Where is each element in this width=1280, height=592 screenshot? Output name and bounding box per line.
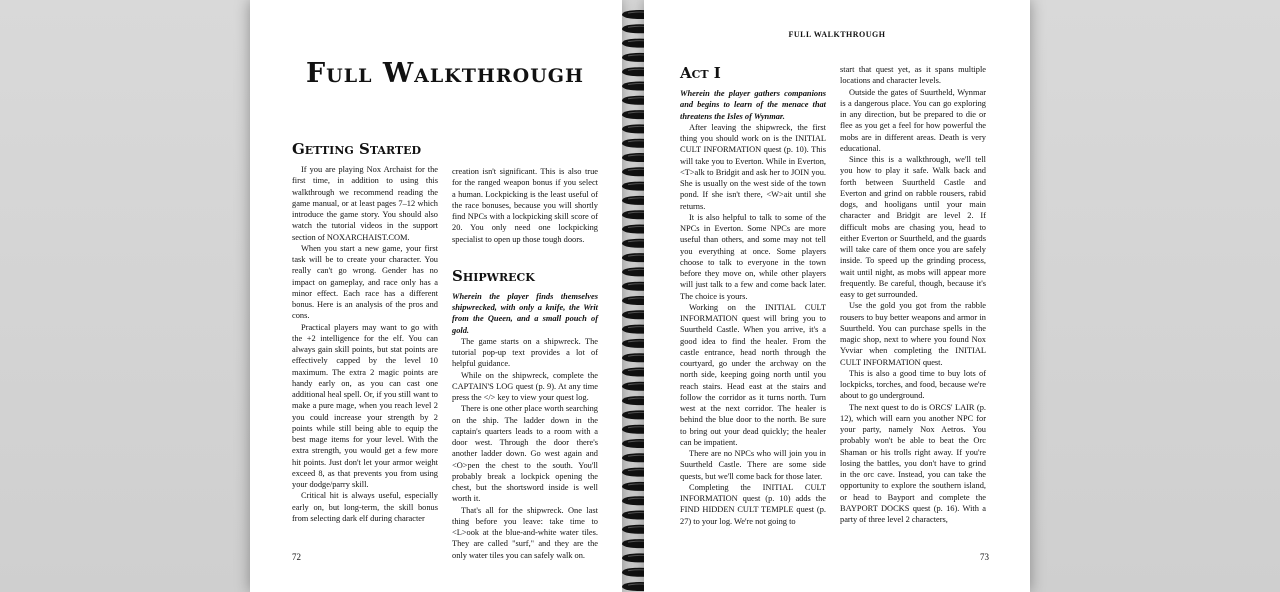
section-intro: Wherein the player gathers companions and begins to learn of the menace that threatens the Isles of Wynmar. (680, 89, 826, 121)
paragraph: Practical players may want to go with the +2 intelligence for the elf. You can always gain skill points, but stat points are effectively capped by the level 10 maximum. The extra 2 magic points are handy early on, as you can cast one additional heal spell. Or, if you still want to make a pure mage, when you reach level 2 you could increase your strength by 2 points while still being able to equip the best mage items for your level. With the extra strength, you would get a few more hit points. Just don't let your armor weight exceed 8, as that prevents you from using your dodge/parry skill. (292, 322, 438, 489)
paragraph: The next quest to do is ORCS' LAIR (p. 12), which will earn you another NPC for your party, namely Nox Aetros. You probably won't be able to beat the Orc Shaman or his trolls right away. If you're losing the battles, you don't have to grind in the orc cave. Instead, you can take the opportunity to explore the southern island, or head to Bayport and complete the BAYPORT DOCKS quest (p. 16). With a party of three level 2 characters, (840, 402, 986, 524)
paragraph: If you are playing Nox Archaist for the first time, in addition to using this walkthrough we recommend reading the game manual, or at least pages 7–12 which introduce the game story. You should also watch the tutorial videos in the support section of NOXARCHAIST.COM. (292, 165, 438, 242)
paragraph: That's all for the shipwreck. One last thing before you leave: take time to <L>ook at the blue-and-white water tiles. They are called "surf," and they are the only water tiles you can safely walk on. (452, 505, 598, 560)
running-header: FULL WALKTHROUGH (788, 30, 886, 39)
right-column-1 (680, 64, 826, 527)
paragraph: creation isn't significant. This is also true for the ranged weapon bonus if you select a human. Lockpicking is the least useful of the race bonuses, because you will shortly find NPCs with a lockpicking skill score of 20. You only need one lockpicking specialist to open up those tough doors. (452, 167, 598, 244)
page-number-left: 72 (292, 552, 301, 562)
paragraph: Use the gold you got from the rabble rousers to buy better weapons and armor in Suurtheld. You can purchase spells in the magic shop, next to where you found Nox Yvviar when completing the INITIAL CULT INFORMATION quest. (840, 301, 986, 367)
paragraph: While on the shipwreck, complete the CAPTAIN'S LOG quest (p. 9). At any time press the </> key to view your quest log. (452, 370, 598, 402)
right-column-2 (840, 64, 986, 525)
page-number-right: 73 (980, 552, 989, 562)
paragraph: Working on the INITIAL CULT INFORMATION quest will bring you to Suurtheld Castle. When you arrive, it's a good idea to find the healer. From the castle entrance, head north through the courtyard, go under the archway on the north side, keeping going north until you reach stairs. Head east at the stairs and follow the corridor as it turns north. Turn west at the next corridor. The healer is behind the blue door to the north. Be sure to bring out your dead quickly; the healer can be impatient. (680, 302, 826, 447)
section-heading: Getting Started (292, 140, 421, 158)
paragraph: It is also helpful to talk to some of the NPCs in Everton. Some NPCs are more useful than others, and some may not tell you everything at once. Some players choose to talk to everyone in the town before they move on, while other players will just talk to a few and come back later. The choice is yours. (680, 212, 826, 301)
section-heading: Act I (680, 64, 721, 82)
paragraph: When you start a new game, your first task will be to create your character. You really can't go wrong. Gender has no impact on gameplay, and race only has a minor effect. Each race has a different bonus. Here is an analysis of the pros and cons. (292, 243, 438, 321)
left-page (250, 0, 622, 592)
paragraph: Critical hit is always useful, especially early on, but long-term, the skill bonus from selecting dark elf during character (292, 491, 438, 523)
page-title: Full Walkthrough (306, 58, 584, 89)
section-heading: Shipwreck (452, 266, 535, 285)
paragraph: This is also a good time to buy lots of lockpicks, torches, and food, because we're about to go underground. (840, 368, 986, 401)
right-page (644, 0, 1030, 592)
paragraph: Outside the gates of Suurtheld, Wynmar is a dangerous place. You can go exploring in any direction, but be prepared to die or flee as you get a feel for how powerful the mobs are in different areas. Death is very educational. (840, 87, 986, 153)
paragraph: The game starts on a shipwreck. The tutorial pop-up text provides a lot of helpful guidance. (452, 336, 598, 369)
section-intro: Wherein the player finds themselves shipwrecked, with only a knife, the Writ from the Queen, and a small pouch of gold. (452, 291, 598, 335)
paragraph: start that quest yet, as it spans multiple locations and character levels. (840, 65, 986, 86)
paragraph: There is one other place worth searching on the ship. The ladder down in the captain's quarters leads to a room with a door west. Through the door there's another ladder down. Go west again and <O>pen the chest to the south. You'll probably break a lockpick opening the chest, but the shortsword inside is well worth it. (452, 404, 598, 504)
paragraph: There are no NPCs who will join you in Suurtheld Castle. There are some side quests, but we'll come back for those later. (680, 449, 826, 481)
paragraph: Since this is a walkthrough, we'll tell you how to play it safe. Walk back and forth between Suurtheld Castle and Everton and grind on rabble rousers, rabid dogs, and hooligans until your main character and Bridgit are level 2. If difficult mobs are chasing you, head to either Everton or Suurtheld, and the guards will take care of them once you are safely inside. To speed up the grinding process, wait until night, as mobs will appear more frequently. Be careful, though, because it's easy to get surrounded. (840, 155, 986, 299)
left-column-1 (292, 140, 438, 524)
paragraph: Completing the INITIAL CULT INFORMATION quest (p. 10) adds the FIND HIDDEN CULT TEMPLE quest (p. 27) to your log. We're not going to (680, 482, 826, 526)
left-column-2 (452, 166, 598, 561)
paragraph: After leaving the shipwreck, the first thing you should work on is the INITIAL CULT INFORMATION quest (p. 10). This will take you to Everton. While in Everton, <T>alk to Bridgit and ask her to JOIN you. She is usually on the west side of the town pond. If she isn't there, <W>ait until she returns. (680, 122, 826, 211)
